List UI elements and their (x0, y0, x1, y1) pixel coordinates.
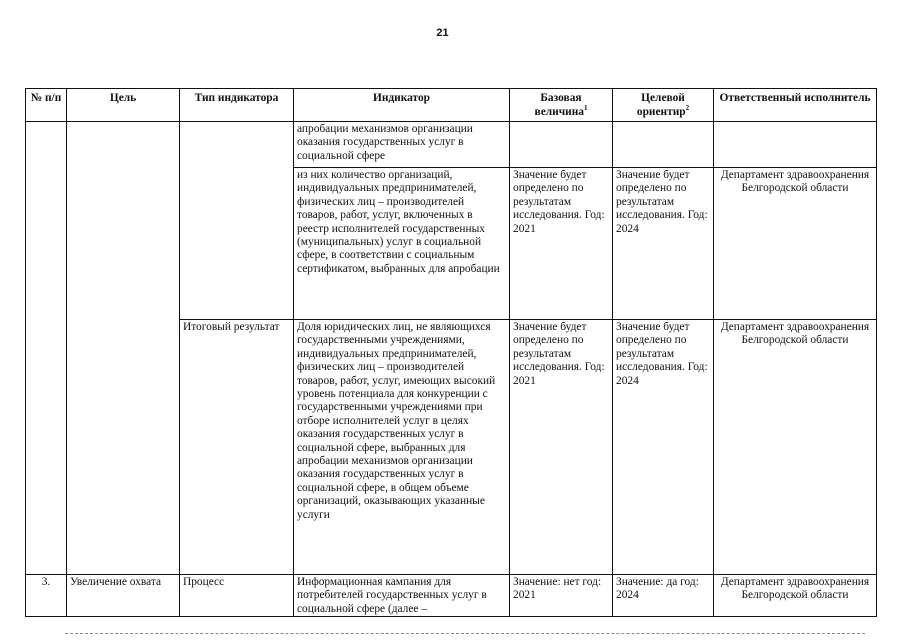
cell-base (510, 122, 613, 168)
cell-indicator: Доля юридических лиц, не являющихся государственными учреждениями, индивидуальных предпринимателей, физических лиц – производителей товаров, работ, услуг, имеющих высокий уровень потенциала для конкуренции с государственными учреждениями при отборе исполнителей услуг в целях оказания государственных услуг в социальной сфере, выбранных для апробации механизмов организации оказания государственных услуг в социальной сфере, в общем объеме организаций, оказывающих указанные услуги (294, 320, 510, 575)
cell-target: Значение: да год: 2024 (613, 575, 714, 617)
cell-goal (67, 122, 180, 575)
cell-base: Значение: нет год: 2021 (510, 575, 613, 617)
cell-indicator: из них количество организаций, индивидуальных предпринимателей, физических лиц – производителей товаров, работ, услуг, включенных в реестр исполнителей государственных (муниципальных) услуг в социальной сфере, в соответствии с социальным сертификатом, выбранных для апробации (294, 168, 510, 320)
page-number: 21 (436, 27, 449, 39)
footer-divider (65, 633, 865, 634)
cell-responsible: Департамент здравоохранения Белгородской области (714, 575, 877, 617)
header-type: Тип индикатора (180, 89, 294, 122)
cell-base: Значение будет определено по результатам исследования. Год: 2021 (510, 168, 613, 320)
cell-type (180, 122, 294, 320)
cell-target (613, 122, 714, 168)
indicators-table (25, 88, 877, 617)
cell-target: Значение будет определено по результатам исследования. Год: 2024 (613, 168, 714, 320)
cell-responsible: Департамент здравоохранения Белгородской области (714, 168, 877, 320)
cell-responsible: Департамент здравоохранения Белгородской области (714, 320, 877, 575)
header-base-footnote: 1 (583, 104, 588, 113)
header-target-footnote: 2 (685, 104, 690, 113)
cell-num: 3. (26, 575, 67, 617)
header-base (510, 89, 613, 122)
cell-num (26, 122, 67, 575)
cell-indicator: апробации механизмов организации оказания государственных услуг в социальной сфере (294, 122, 510, 168)
header-target (613, 89, 714, 122)
cell-responsible (714, 122, 877, 168)
cell-type: Процесс (180, 575, 294, 617)
cell-type: Итоговый результат (180, 320, 294, 575)
header-target-label: Целевой ориентир (636, 92, 686, 118)
cell-goal: Увеличение охвата (67, 575, 180, 617)
table-header-row (26, 89, 877, 122)
table-row (26, 575, 877, 617)
header-base-label: Базовая величина (534, 92, 584, 118)
cell-target: Значение будет определено по результатам исследования. Год: 2024 (613, 320, 714, 575)
header-indicator: Индикатор (294, 89, 510, 122)
header-responsible: Ответственный исполнитель (714, 89, 877, 122)
cell-base: Значение будет определено по результатам исследования. Год: 2021 (510, 320, 613, 575)
table-row (26, 122, 877, 168)
cell-indicator: Информационная кампания для потребителей государственных услуг в социальной сфере (далее – (294, 575, 510, 617)
header-num: № п/п (26, 89, 67, 122)
header-goal: Цель (67, 89, 180, 122)
